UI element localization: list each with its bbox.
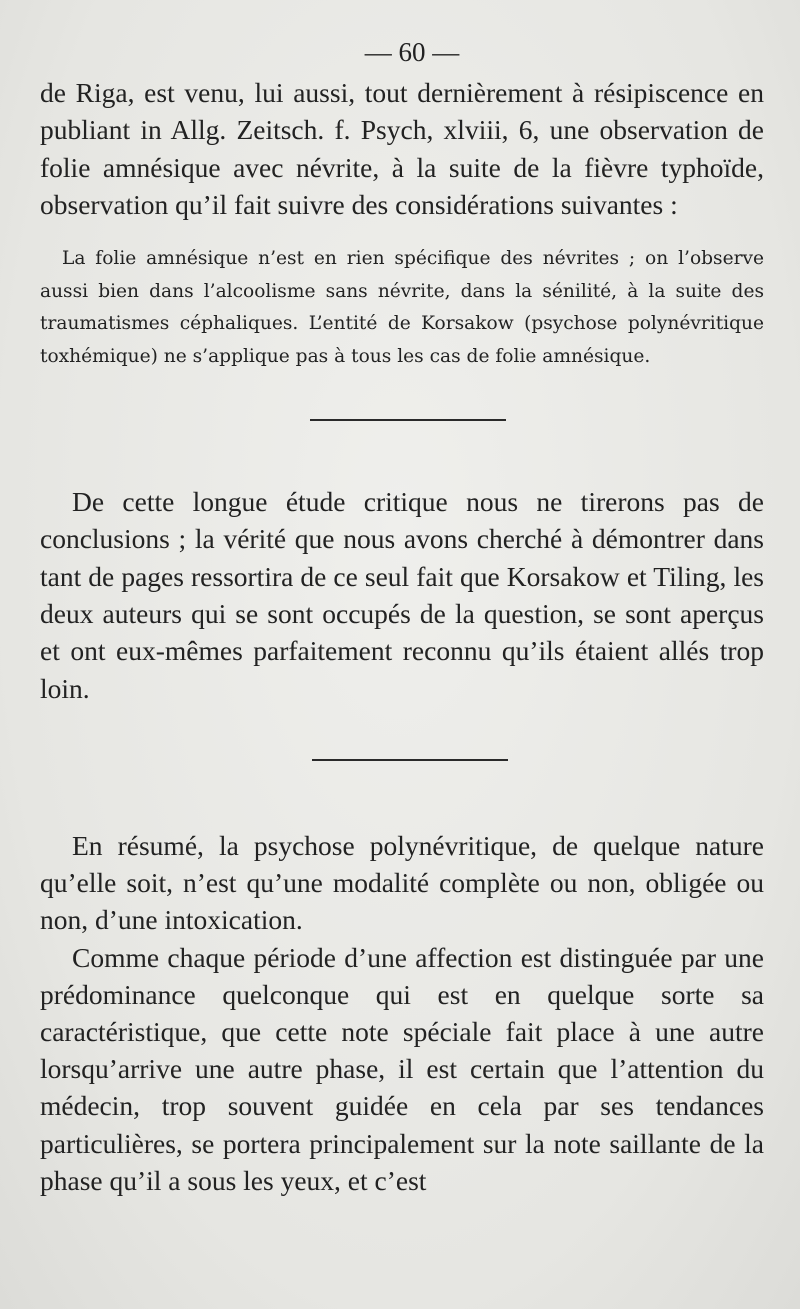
conclusion-paragraph: De cette longue étude critique nous ne tirerons pas de conclusions ; la vérité que nous avons cherché à démontrer dans tant de pages ressortira de ce seul fait que Korsakow et Tiling, les deux auteurs qui se sont occupés de la question, se sont aperçus et ont eux-mêmes parfaitement reconnu qu’ils étaient allés trop loin.: [40, 486, 764, 704]
summary-section: [40, 827, 764, 1199]
body-paragraph: Comme chaque période d’une affection est distinguée par une prédominance quelconque qui est en quelque sorte sa caractéristique, que cette note spéciale fait place à une autre lorsqu’arrive une autre phase, il est certain que l’attention du médecin, trop souvent guidée en cela par ses tendances particulières, se portera principalement sur la note saillante de la phase qu’il a sous les yeux, et c’est: [40, 941, 764, 1196]
summary-paragraph: En résumé, la psychose polynévritique, de quelque nature qu’elle soit, n’est qu’une modalité complète ou non, obligée ou non, d’une intoxication.: [40, 829, 764, 936]
page-number: — 60 —: [364, 37, 460, 67]
section-divider: [312, 759, 508, 761]
intro-paragraph: de Riga, est venu, lui aussi, tout dernièrement à résipiscence en publiant in Allg. Zeitsch. f. Psych, xlviii, 6, une observation de folie amnésique avec névrite, à la suite de la fièvre typhoïde, observation qu’il fait suivre des considérations suivantes :: [40, 77, 764, 220]
section-divider: [310, 419, 506, 421]
quoted-passage: La folie amnésique n’est en rien spécifique des névrites ; on l’observe aussi bien dans l’alcoolisme sans névrite, dans la sénilité, à la suite des traumatismes céphaliques. L’entité de Korsakow (psychose polynévritique toxhémique) ne s’applique pas à tous les cas de folie amnésique.: [40, 248, 764, 367]
